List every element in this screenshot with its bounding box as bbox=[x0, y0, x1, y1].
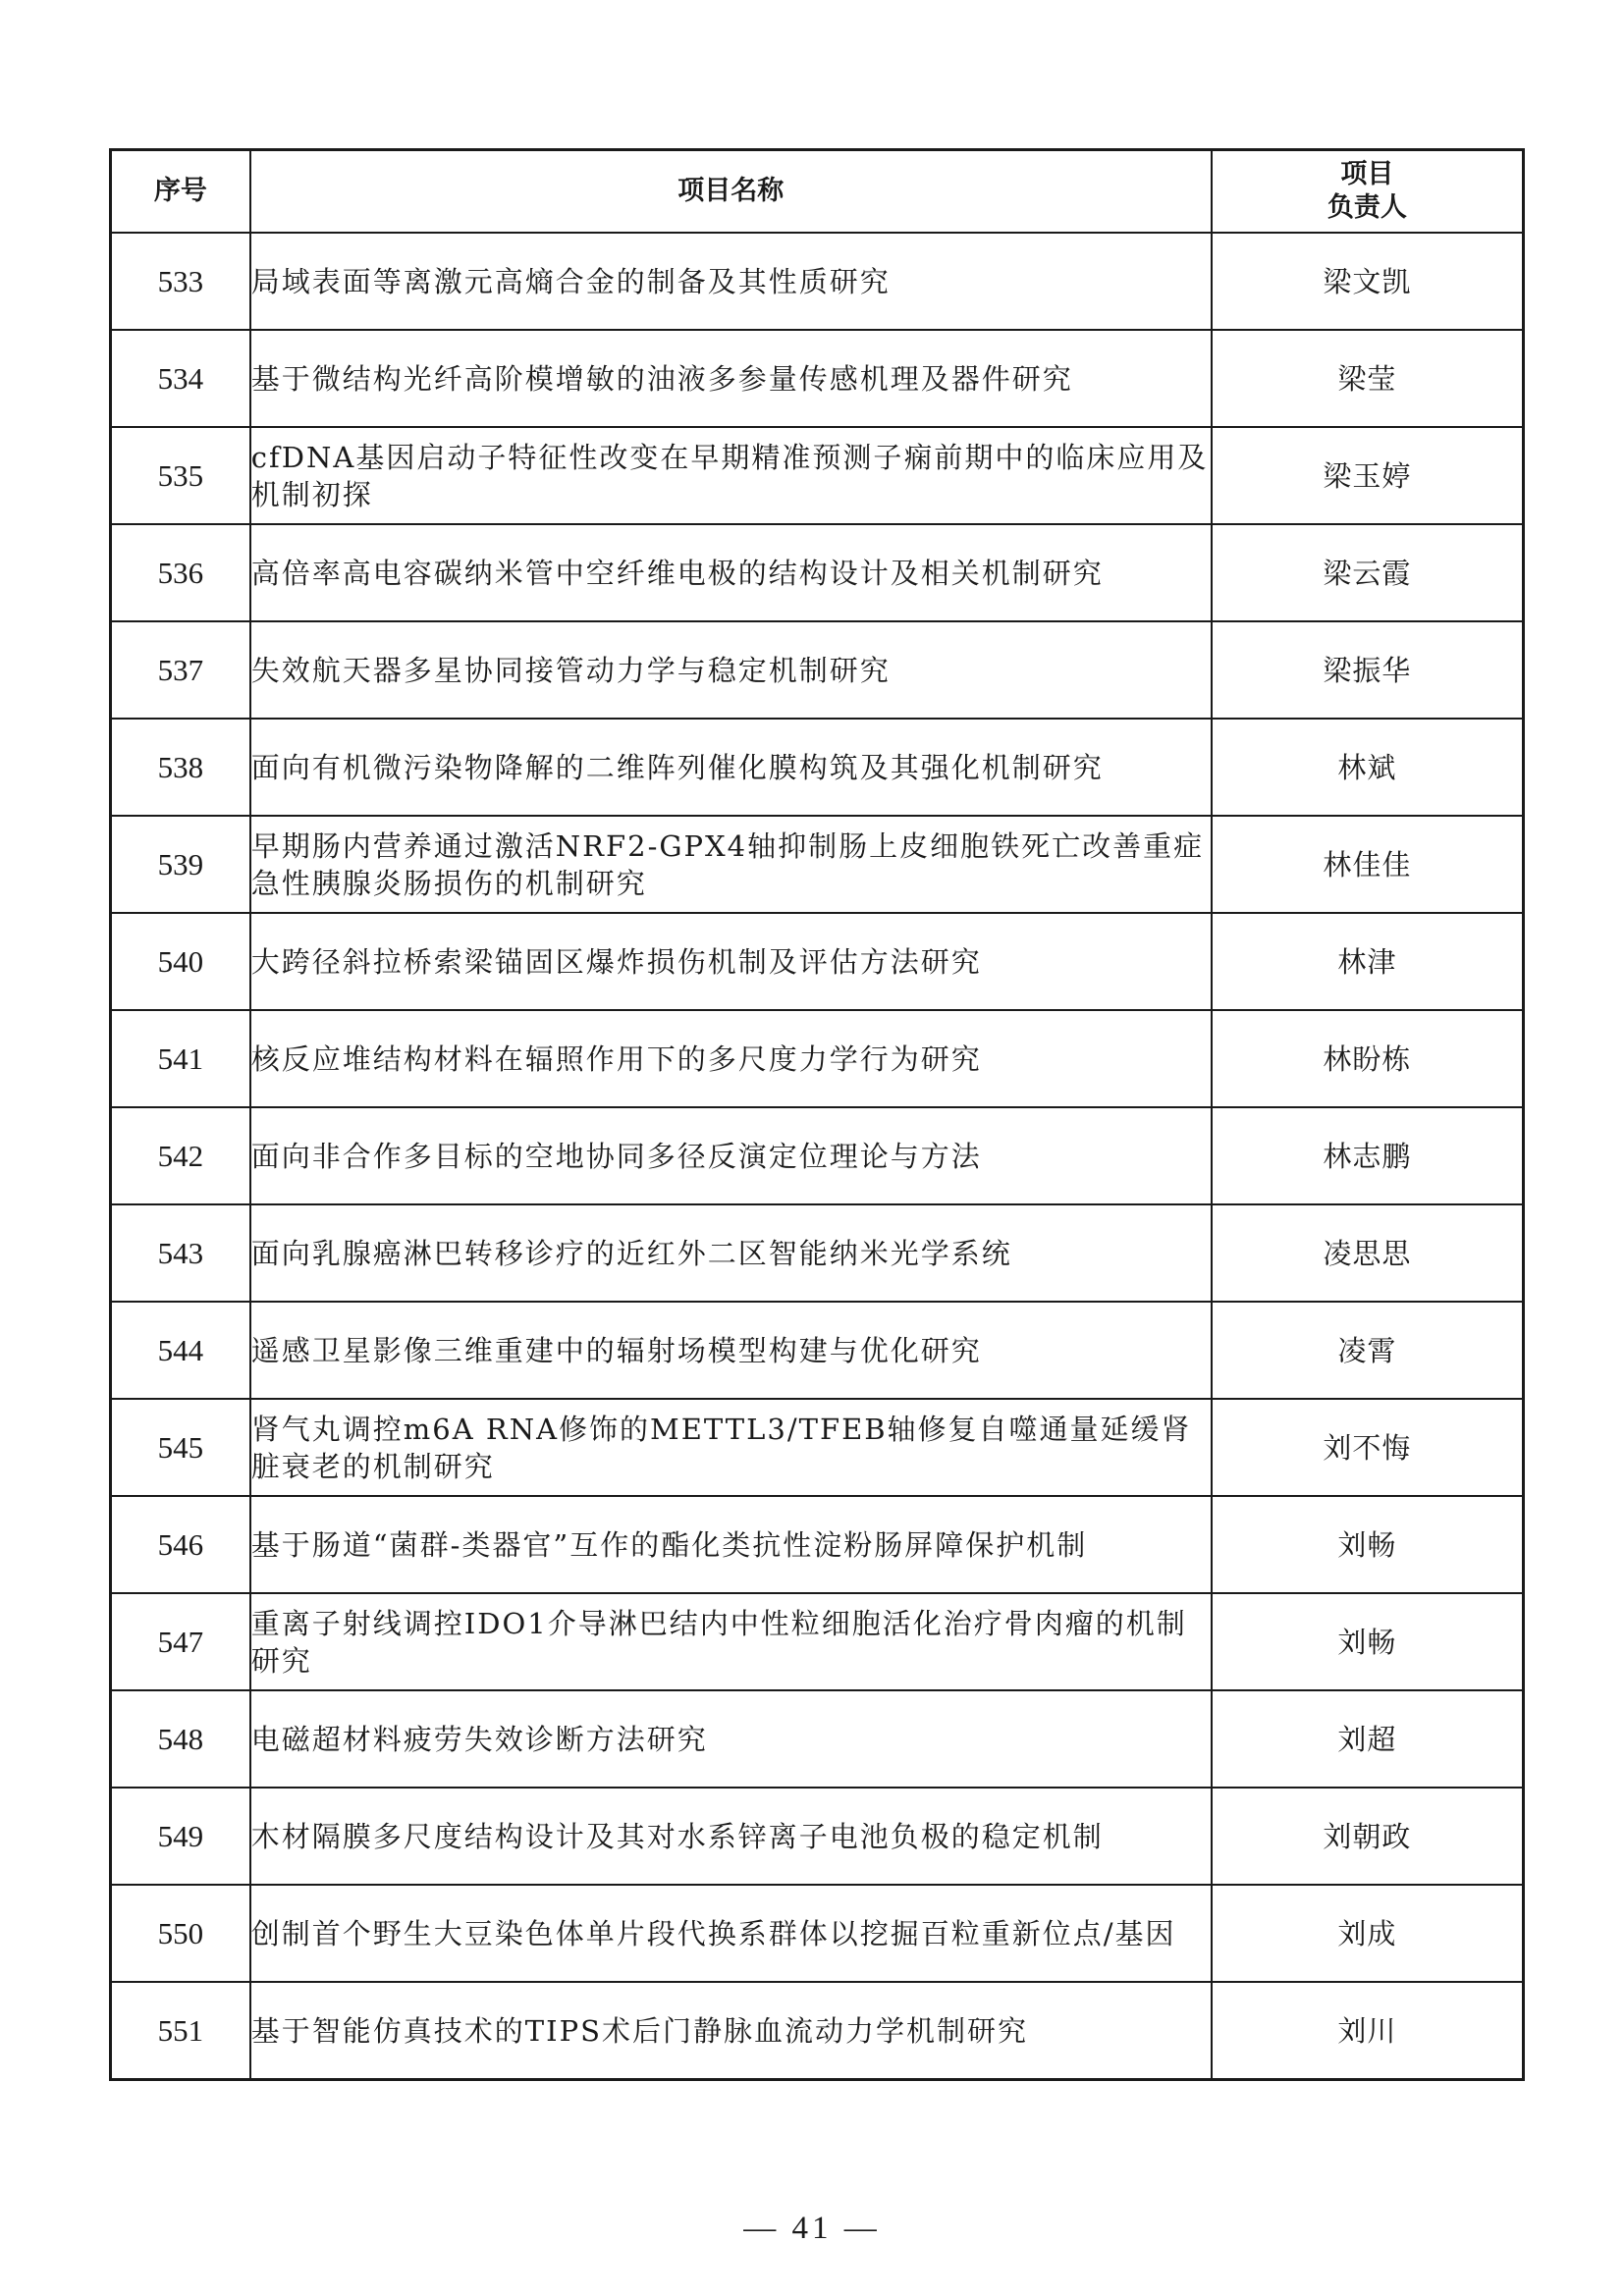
row-owner: 刘川 bbox=[1212, 1982, 1524, 2080]
row-owner: 林盼栋 bbox=[1212, 1010, 1524, 1107]
table-row bbox=[111, 1302, 1524, 1399]
table-row bbox=[111, 1593, 1524, 1690]
project-table bbox=[109, 148, 1525, 2081]
row-owner: 刘畅 bbox=[1212, 1593, 1524, 1690]
row-owner: 刘不悔 bbox=[1212, 1399, 1524, 1496]
row-owner: 刘超 bbox=[1212, 1690, 1524, 1788]
table-row bbox=[111, 1010, 1524, 1107]
row-owner: 凌霄 bbox=[1212, 1302, 1524, 1399]
table-row bbox=[111, 1982, 1524, 2080]
row-name: 面向非合作多目标的空地协同多径反演定位理论与方法 bbox=[250, 1107, 1212, 1204]
row-owner: 林津 bbox=[1212, 913, 1524, 1010]
row-no: 541 bbox=[111, 1010, 250, 1107]
row-owner: 林佳佳 bbox=[1212, 816, 1524, 913]
row-name: 大跨径斜拉桥索梁锚固区爆炸损伤机制及评估方法研究 bbox=[250, 913, 1212, 1010]
row-owner: 梁振华 bbox=[1212, 621, 1524, 719]
row-no: 546 bbox=[111, 1496, 250, 1593]
table-row bbox=[111, 621, 1524, 719]
row-no: 535 bbox=[111, 427, 250, 524]
header-no: 序号 bbox=[111, 150, 250, 234]
row-name: cfDNA基因启动子特征性改变在早期精准预测子痫前期中的临床应用及机制初探 bbox=[250, 427, 1212, 524]
header-name: 项目名称 bbox=[250, 150, 1212, 234]
row-owner: 刘成 bbox=[1212, 1885, 1524, 1982]
row-no: 534 bbox=[111, 330, 250, 427]
table-row bbox=[111, 233, 1524, 330]
row-name: 高倍率高电容碳纳米管中空纤维电极的结构设计及相关机制研究 bbox=[250, 524, 1212, 621]
header-owner bbox=[1212, 150, 1524, 234]
row-no: 537 bbox=[111, 621, 250, 719]
row-name: 失效航天器多星协同接管动力学与稳定机制研究 bbox=[250, 621, 1212, 719]
row-name: 基于肠道“菌群-类器官”互作的酯化类抗性淀粉肠屏障保护机制 bbox=[250, 1496, 1212, 1593]
row-name: 局域表面等离激元高熵合金的制备及其性质研究 bbox=[250, 233, 1212, 330]
row-name: 肾气丸调控m6A RNA修饰的METTL3/TFEB轴修复自噬通量延缓肾脏衰老的机制研究 bbox=[250, 1399, 1212, 1496]
table-row bbox=[111, 1788, 1524, 1885]
row-owner: 凌思思 bbox=[1212, 1204, 1524, 1302]
row-no: 547 bbox=[111, 1593, 250, 1690]
page-number: — 41 — bbox=[743, 2211, 881, 2246]
row-name: 面向有机微污染物降解的二维阵列催化膜构筑及其强化机制研究 bbox=[250, 719, 1212, 816]
table-row bbox=[111, 719, 1524, 816]
row-no: 545 bbox=[111, 1399, 250, 1496]
row-name: 面向乳腺癌淋巴转移诊疗的近红外二区智能纳米光学系统 bbox=[250, 1204, 1212, 1302]
row-owner: 梁玉婷 bbox=[1212, 427, 1524, 524]
table-row bbox=[111, 816, 1524, 913]
table-row bbox=[111, 427, 1524, 524]
header-owner-line1: 项目 bbox=[1340, 159, 1394, 189]
row-no: 550 bbox=[111, 1885, 250, 1982]
row-owner: 刘畅 bbox=[1212, 1496, 1524, 1593]
row-name: 木材隔膜多尺度结构设计及其对水系锌离子电池负极的稳定机制 bbox=[250, 1788, 1212, 1885]
row-owner: 林志鹏 bbox=[1212, 1107, 1524, 1204]
row-no: 542 bbox=[111, 1107, 250, 1204]
row-name: 重离子射线调控IDO1介导淋巴结内中性粒细胞活化治疗骨肉瘤的机制研究 bbox=[250, 1593, 1212, 1690]
row-name: 电磁超材料疲劳失效诊断方法研究 bbox=[250, 1690, 1212, 1788]
table-row bbox=[111, 1399, 1524, 1496]
row-no: 533 bbox=[111, 233, 250, 330]
table-header-row bbox=[111, 150, 1524, 234]
row-no: 536 bbox=[111, 524, 250, 621]
row-no: 539 bbox=[111, 816, 250, 913]
row-no: 551 bbox=[111, 1982, 250, 2080]
row-no: 544 bbox=[111, 1302, 250, 1399]
table-row bbox=[111, 330, 1524, 427]
row-no: 548 bbox=[111, 1690, 250, 1788]
table-row bbox=[111, 1107, 1524, 1204]
table-row bbox=[111, 1690, 1524, 1788]
header-owner-line2: 负责人 bbox=[1326, 192, 1407, 223]
row-no: 543 bbox=[111, 1204, 250, 1302]
row-owner: 林斌 bbox=[1212, 719, 1524, 816]
table-row bbox=[111, 1204, 1524, 1302]
row-owner: 梁文凯 bbox=[1212, 233, 1524, 330]
table-row bbox=[111, 1496, 1524, 1593]
row-owner: 梁云霞 bbox=[1212, 524, 1524, 621]
row-no: 538 bbox=[111, 719, 250, 816]
table-body bbox=[111, 233, 1524, 2080]
row-name: 基于微结构光纤高阶模增敏的油液多参量传感机理及器件研究 bbox=[250, 330, 1212, 427]
row-owner: 刘朝政 bbox=[1212, 1788, 1524, 1885]
row-no: 540 bbox=[111, 913, 250, 1010]
table-row bbox=[111, 913, 1524, 1010]
row-name: 基于智能仿真技术的TIPS术后门静脉血流动力学机制研究 bbox=[250, 1982, 1212, 2080]
row-name: 核反应堆结构材料在辐照作用下的多尺度力学行为研究 bbox=[250, 1010, 1212, 1107]
row-owner: 梁莹 bbox=[1212, 330, 1524, 427]
table-row bbox=[111, 1885, 1524, 1982]
row-name: 创制首个野生大豆染色体单片段代换系群体以挖掘百粒重新位点/基因 bbox=[250, 1885, 1212, 1982]
table-row bbox=[111, 524, 1524, 621]
row-name: 遥感卫星影像三维重建中的辐射场模型构建与优化研究 bbox=[250, 1302, 1212, 1399]
row-name: 早期肠内营养通过激活NRF2-GPX4轴抑制肠上皮细胞铁死亡改善重症急性胰腺炎肠损伤的机制研究 bbox=[250, 816, 1212, 913]
row-no: 549 bbox=[111, 1788, 250, 1885]
